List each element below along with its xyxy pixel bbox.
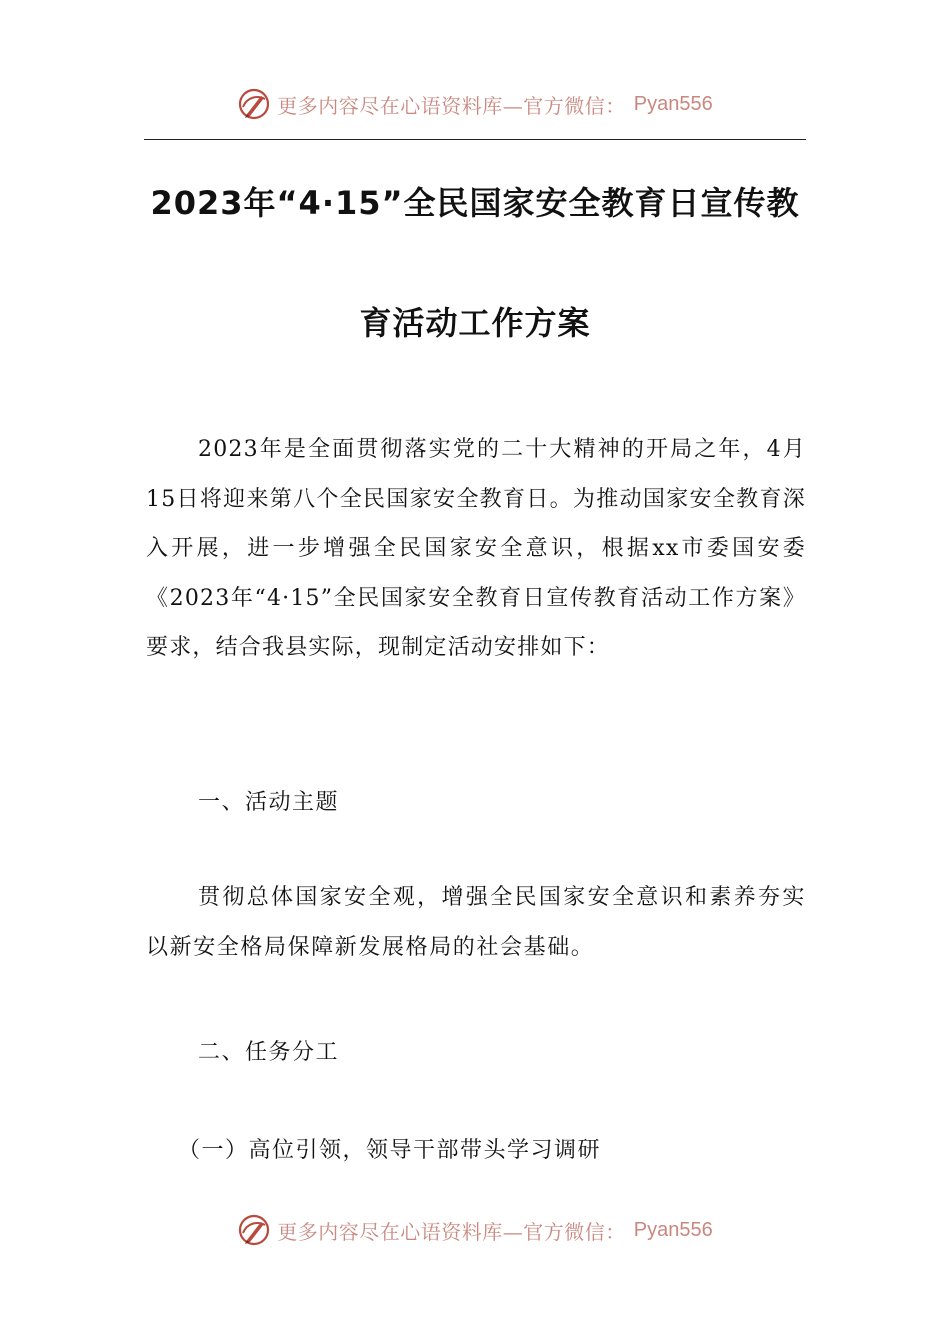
document-title-line-2: 育活动工作方案 (359, 304, 591, 342)
intro-paragraph: 2023年是全面贯彻落实党的二十大精神的开局之年，4月15日将迎来第八个全民国家安全教育日。为推动国家安全教育深入开展，进一步增强全民国家安全意识，根据xx市委国安委《2023年“4·15”全民国家安全教育日宣传教育活动工作方案》要求，结合我县实际，现制定活动安排如下： (146, 437, 806, 660)
watermark-text: 更多内容尽在心语资料库—官方微信： (277, 1219, 626, 1244)
document-title-line-1: 2023年“4·15”全民国家安全教育日宣传教 (150, 184, 800, 222)
theme-paragraph: 贯彻总体国家安全观，增强全民国家安全意识和素养夯实以新安全格局保障新发展格局的社会基础。 (146, 885, 806, 960)
section-heading-theme: 一、活动主题 (198, 790, 340, 815)
watermark-wechat-id: Pyan556 (633, 92, 713, 115)
watermark-wechat-id: Pyan556 (633, 1218, 713, 1241)
pen-circle-logo-icon (237, 87, 271, 121)
subsection-heading-leadership: （一）高位引领，领导干部带头学习调研 (178, 1138, 602, 1163)
pen-circle-logo-icon (237, 1213, 271, 1247)
header-watermark (0, 82, 950, 126)
footer-watermark (0, 1208, 950, 1252)
section-heading-tasks: 二、任务分工 (198, 1040, 340, 1065)
watermark-text: 更多内容尽在心语资料库—官方微信： (277, 93, 626, 118)
header-divider (144, 139, 806, 140)
